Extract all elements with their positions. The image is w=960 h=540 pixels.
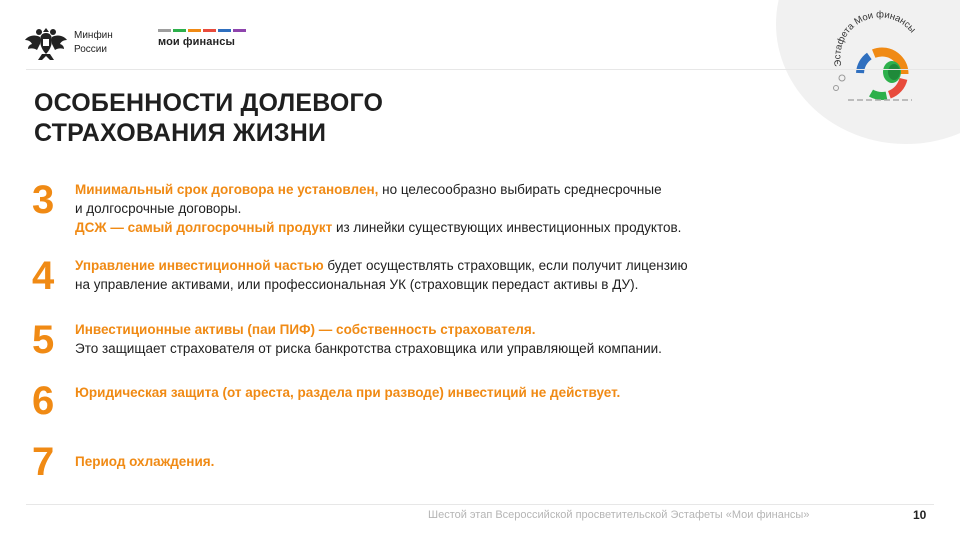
estafeta-logo — [822, 8, 934, 116]
footer-divider — [26, 504, 934, 505]
item-text-line: на управление активами, или профессиональная УК (страховщик передаст активы в ДУ). — [75, 277, 639, 292]
item-text-line: и долгосрочные договоры. — [75, 201, 242, 216]
item-highlight: Период охлаждения. — [75, 454, 215, 469]
item-text-part: будет осуществлять страховщик, если получит лицензию — [323, 258, 688, 273]
minfin-label-line2: России — [74, 44, 107, 55]
item-number: 4 — [32, 254, 55, 298]
minfin-logo — [24, 24, 113, 62]
item-text-part: из линейки существующих инвестиционных продуктов. — [332, 220, 682, 235]
item-number: 3 — [32, 178, 55, 222]
item-text — [75, 256, 815, 294]
title-line-2: СТРАХОВАНИЯ ЖИЗНИ — [34, 119, 327, 147]
svg-text:Эстафета Мои финансы — [832, 9, 918, 67]
moi-finansy-logo — [158, 29, 246, 48]
brand-name: мои финансы — [158, 36, 235, 48]
item-text-line: Это защищает страхователя от риска банкротства страховщика или управляющей компании. — [75, 341, 662, 356]
item-text — [75, 180, 815, 237]
item-text-part: но целесообразно выбирать среднесрочные — [378, 182, 662, 197]
header-divider — [26, 69, 960, 70]
item-highlight: Управление инвестиционной частью — [75, 258, 324, 273]
estafeta-text: Эстафета Мои финансы — [832, 9, 918, 68]
footer-text: Шестой этап Всероссийской просветительской Эстафеты «Мои финансы» — [428, 509, 810, 521]
item-highlight: Минимальный срок договора не установлен, — [75, 182, 379, 197]
item-highlight: ДСЖ — самый долгосрочный продукт — [75, 220, 333, 235]
item-number: 6 — [32, 379, 55, 423]
page-number: 10 — [913, 508, 927, 522]
item-number: 5 — [32, 318, 55, 362]
item-text — [75, 452, 815, 471]
eagle-emblem-icon — [24, 24, 68, 62]
item-highlight: Инвестиционные активы (паи ПИФ) — собственность страхователя. — [75, 322, 536, 337]
title-line-1: ОСОБЕННОСТИ ДОЛЕВОГО — [34, 89, 384, 117]
item-highlight: Юридическая защита (от ареста, раздела при разводе) инвестиций не действует. — [75, 385, 621, 400]
page-title — [34, 88, 383, 148]
item-text — [75, 383, 815, 402]
item-text — [75, 320, 815, 358]
brand-color-bars — [158, 29, 246, 32]
minfin-label-line1: Минфин — [74, 30, 113, 41]
item-number: 7 — [32, 440, 55, 484]
